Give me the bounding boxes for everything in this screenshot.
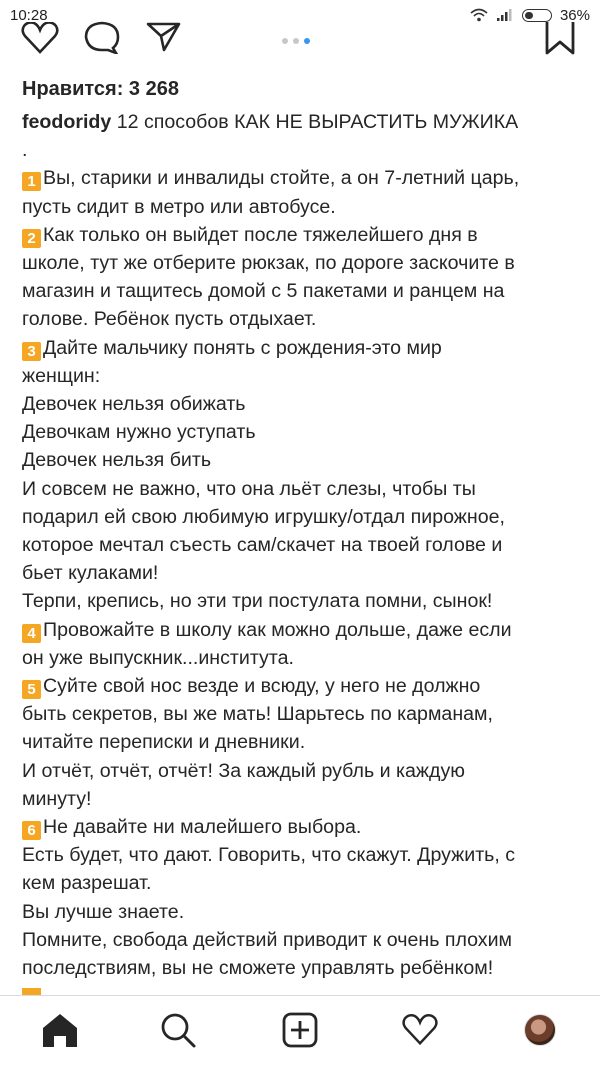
number-badge: 6 bbox=[22, 821, 41, 840]
caption-line bbox=[22, 672, 582, 700]
caption-line-text: Есть будет, что дают. Говорить, что скажут. Дружить, с bbox=[22, 844, 516, 867]
caption-line-text: Как только он выйдет после тяжелейшего дня в bbox=[43, 223, 478, 246]
caption-line-text: которое мечтал съесть сам/скачет на твоей голове и bbox=[22, 534, 503, 557]
caption-line bbox=[22, 164, 582, 192]
caption-line-text: И совсем не важно, что она льёт слезы, чтобы ты bbox=[22, 477, 476, 500]
caption-line bbox=[22, 926, 582, 954]
new-post-icon bbox=[282, 1012, 318, 1048]
caption-line-text: И отчёт, отчёт, отчёт! За каждый рубль и каждую bbox=[22, 759, 465, 782]
caption-line bbox=[22, 193, 582, 221]
number-badge: 3 bbox=[22, 342, 41, 361]
caption-line-text: Девочкам нужно уступать bbox=[22, 421, 256, 444]
caption-line-text: Суйте свой нос везде и всюду, у него не должно bbox=[43, 675, 481, 698]
caption-line bbox=[22, 136, 582, 164]
caption-line-text: подарил ей свою любимую игрушку/отдал пирожное, bbox=[22, 505, 505, 528]
search-button[interactable] bbox=[156, 1008, 200, 1052]
caption-line-text: пусть сидит в метро или автобусе. bbox=[22, 195, 336, 218]
number-badge: 1 bbox=[22, 172, 41, 191]
caption-line bbox=[22, 446, 582, 474]
home-button[interactable] bbox=[38, 1008, 82, 1052]
caption-line bbox=[22, 898, 582, 926]
caption-line bbox=[22, 700, 582, 728]
caption-line-text: магазин и тащитесь домой с 5 пакетами и ранцем на bbox=[22, 280, 505, 303]
bottom-navigation bbox=[0, 995, 600, 1066]
caption-line-text: Вы, старики и инвалиды стойте, а он 7-летний царь, bbox=[43, 167, 520, 190]
caption-line-text: . bbox=[22, 139, 28, 162]
caption-line bbox=[22, 277, 582, 305]
status-time: 10:28 bbox=[10, 6, 48, 24]
caption-line bbox=[22, 841, 582, 869]
signal-icon bbox=[496, 8, 514, 22]
caption-line bbox=[22, 221, 582, 249]
caption-line bbox=[22, 249, 582, 277]
caption-line-text: Вы лучше знаете. bbox=[22, 900, 185, 923]
caption-line-text: Девочек нельзя обижать bbox=[22, 393, 246, 416]
caption-line bbox=[22, 559, 582, 587]
likes-count[interactable]: Нравится: 3 268 bbox=[22, 78, 179, 100]
search-icon bbox=[160, 1012, 196, 1048]
caption-line bbox=[22, 813, 582, 841]
new-post-button[interactable] bbox=[278, 1008, 322, 1052]
caption-line bbox=[22, 587, 582, 615]
caption-line-text: быть секретов, вы же мать! Шарьтесь по карманам, bbox=[22, 703, 493, 726]
status-icons bbox=[470, 7, 590, 24]
activity-button[interactable] bbox=[398, 1008, 442, 1052]
caption-line-text: женщин: bbox=[22, 364, 101, 387]
caption-title: 12 способов КАК НЕ ВЫРАСТИТЬ МУЖИКА bbox=[111, 111, 519, 133]
caption-line bbox=[22, 616, 582, 644]
profile-button[interactable] bbox=[518, 1008, 562, 1052]
bookmark-icon[interactable] bbox=[544, 22, 576, 56]
carousel-dot-active bbox=[304, 38, 310, 44]
battery-icon bbox=[522, 9, 552, 22]
caption-line-text: Не давайте ни малейшего выбора. bbox=[43, 816, 362, 839]
caption-line-text: Дайте мальчику понять с рождения-это мир bbox=[43, 336, 442, 359]
caption-line bbox=[22, 728, 582, 756]
caption-line-text: бьет кулаками! bbox=[22, 562, 159, 585]
caption-line bbox=[22, 644, 582, 672]
number-badge: 2 bbox=[22, 229, 41, 248]
wifi-icon bbox=[470, 8, 488, 22]
caption-line-text: голове. Ребёнок пусть отдыхает. bbox=[22, 308, 317, 331]
caption-line-text: читайте переписки и дневники. bbox=[22, 731, 306, 754]
caption-line-text: Терпи, крепись, но эти три постулата помни, сынок! bbox=[22, 590, 493, 613]
caption-username[interactable]: feodoridy bbox=[22, 111, 112, 133]
caption-line-text: школе, тут же отберите рюкзак, по дороге заскочите в bbox=[22, 252, 515, 275]
carousel-dot bbox=[293, 38, 299, 44]
caption-line-text: Помните, свобода действий приводит к очень плохим bbox=[22, 928, 513, 951]
carousel-indicator bbox=[282, 38, 310, 44]
caption-line bbox=[22, 503, 582, 531]
caption-line bbox=[22, 531, 582, 559]
caption-line bbox=[22, 334, 582, 362]
home-icon bbox=[41, 1012, 79, 1048]
caption-line bbox=[22, 785, 582, 813]
post-caption bbox=[22, 108, 582, 982]
caption-line-text: минуту! bbox=[22, 787, 92, 810]
post-action-row bbox=[0, 28, 600, 64]
caption-line bbox=[22, 305, 582, 333]
caption-line bbox=[22, 390, 582, 418]
caption-line bbox=[22, 418, 582, 446]
comment-icon[interactable] bbox=[82, 20, 122, 54]
activity-heart-icon bbox=[401, 1013, 439, 1047]
carousel-dot bbox=[282, 38, 288, 44]
caption-line bbox=[22, 954, 582, 982]
caption-line bbox=[22, 475, 582, 503]
number-badge: 4 bbox=[22, 624, 41, 643]
caption-line bbox=[22, 757, 582, 785]
number-badge: 5 bbox=[22, 680, 41, 699]
profile-avatar bbox=[524, 1014, 556, 1046]
caption-line-text: последствиям, вы не сможете управлять ребёнком! bbox=[22, 957, 494, 980]
caption-line-text: он уже выпускник...института. bbox=[22, 646, 294, 669]
caption-line bbox=[22, 869, 582, 897]
heart-icon[interactable] bbox=[20, 22, 60, 54]
caption-line bbox=[22, 362, 582, 390]
battery-percent: 36% bbox=[559, 6, 590, 24]
caption-line-text: кем разрешат. bbox=[22, 872, 152, 895]
caption-header-line bbox=[22, 108, 582, 136]
caption-line-text: Девочек нельзя бить bbox=[22, 449, 212, 472]
send-icon[interactable] bbox=[146, 22, 182, 52]
caption-body bbox=[22, 136, 582, 982]
caption-line-text: Провожайте в школу как можно дольше, даже если bbox=[43, 618, 512, 641]
